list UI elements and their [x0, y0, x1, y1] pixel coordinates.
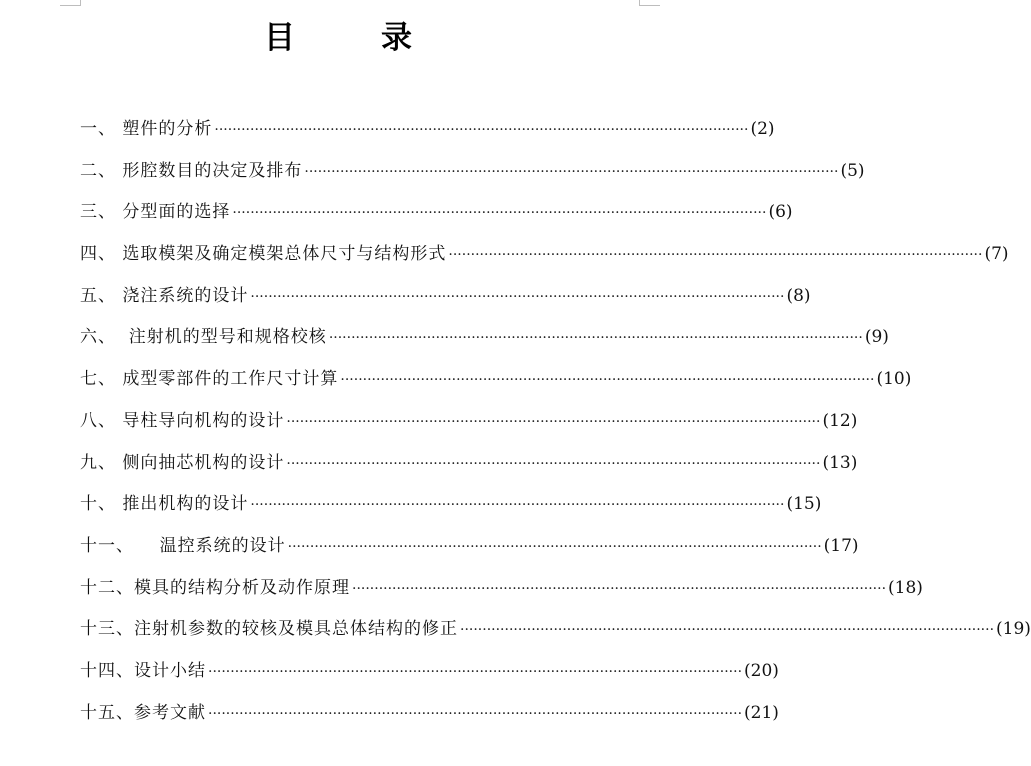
- toc-entry-text: 十一、 温控系统的设计: [80, 535, 286, 556]
- toc-entry-text: 十五、参考文献: [80, 702, 206, 723]
- toc-leader-dots: ························································································································: [460, 622, 995, 639]
- toc-entry: [80, 151, 865, 193]
- toc-entry-page: (6): [768, 202, 793, 223]
- toc-entry: [80, 401, 858, 443]
- toc-leader-dots: ························································································································: [286, 455, 821, 472]
- toc-entry-text: 一、 塑件的分析: [80, 119, 213, 139]
- crop-mark-top-right: [639, 0, 660, 6]
- toc-leader-dots: ························································································································: [208, 663, 743, 680]
- toc-title: 目录: [264, 20, 498, 56]
- toc-entry: [80, 568, 923, 610]
- toc-entry: [80, 443, 858, 485]
- toc-entry-text: 六、 注射机的型号和规格校核: [80, 327, 327, 348]
- toc-leader-dots: ························································································································: [214, 122, 749, 138]
- toc-entry: [80, 609, 1031, 651]
- toc-entry-text: 八、 导柱导向机构的设计: [80, 410, 285, 431]
- toc-entry: [80, 693, 779, 735]
- toc-entry-page: (13): [822, 452, 858, 473]
- toc-entry-page: (21): [744, 702, 779, 723]
- toc-entry-text: 三、 分型面的选择: [80, 202, 231, 223]
- toc-entry: [80, 359, 912, 401]
- toc-leader-dots: ························································································································: [448, 247, 983, 264]
- toc-entry-page: (12): [822, 410, 858, 431]
- toc-entry-text: 十、 推出机构的设计: [80, 494, 249, 515]
- toc-entry-page: (19): [996, 619, 1031, 640]
- toc-entry: [80, 317, 889, 359]
- toc-leader-dots: ························································································································: [287, 538, 822, 555]
- toc-entry: [80, 109, 775, 151]
- toc-list: [80, 109, 1031, 734]
- toc-entry-text: 九、 侧向抽芯机构的设计: [80, 452, 285, 473]
- toc-entry: [80, 192, 793, 234]
- toc-entry: [80, 234, 1009, 276]
- toc-entry-page: (10): [876, 369, 912, 390]
- toc-entry-page: (15): [786, 494, 822, 515]
- toc-entry-page: (18): [888, 577, 923, 598]
- toc-entry-text: 十二、模具的结构分析及动作原理: [80, 577, 350, 598]
- toc-entry-page: (8): [786, 285, 811, 306]
- toc-entry-text: 七、 成型零部件的工作尺寸计算: [80, 369, 339, 390]
- toc-entry: [80, 651, 779, 693]
- toc-leader-dots: ························································································································: [232, 205, 767, 222]
- toc-entry-page: (17): [823, 535, 859, 556]
- toc-leader-dots: ························································································································: [250, 288, 785, 305]
- crop-mark-top-left: [60, 0, 81, 6]
- toc-entry-page: (9): [864, 327, 889, 348]
- toc-entry-page: (20): [744, 660, 779, 681]
- toc-entry-text: 二、 形腔数目的决定及排布: [80, 160, 303, 181]
- toc-leader-dots: ························································································································: [352, 580, 887, 597]
- toc-leader-dots: ························································································································: [340, 372, 875, 389]
- toc-leader-dots: ························································································································: [304, 163, 839, 180]
- toc-entry-page: (7): [984, 244, 1009, 265]
- toc-entry-page: (5): [840, 160, 865, 181]
- toc-entry-text: 十四、设计小结: [80, 660, 206, 681]
- toc-entry-text: 五、 浇注系统的设计: [80, 285, 249, 306]
- toc-leader-dots: ························································································································: [328, 330, 863, 347]
- toc-leader-dots: ························································································································: [250, 497, 785, 514]
- toc-entry: [80, 484, 822, 526]
- toc-entry-page: (2): [750, 119, 775, 139]
- toc-entry-text: 十三、注射机参数的较核及模具总体结构的修正: [80, 619, 458, 640]
- toc-entry-text: 四、 选取模架及确定模架总体尺寸与结构形式: [80, 244, 447, 265]
- toc-leader-dots: ························································································································: [286, 413, 821, 430]
- toc-leader-dots: ························································································································: [208, 705, 743, 722]
- toc-entry: [80, 526, 859, 568]
- toc-entry: [80, 276, 811, 318]
